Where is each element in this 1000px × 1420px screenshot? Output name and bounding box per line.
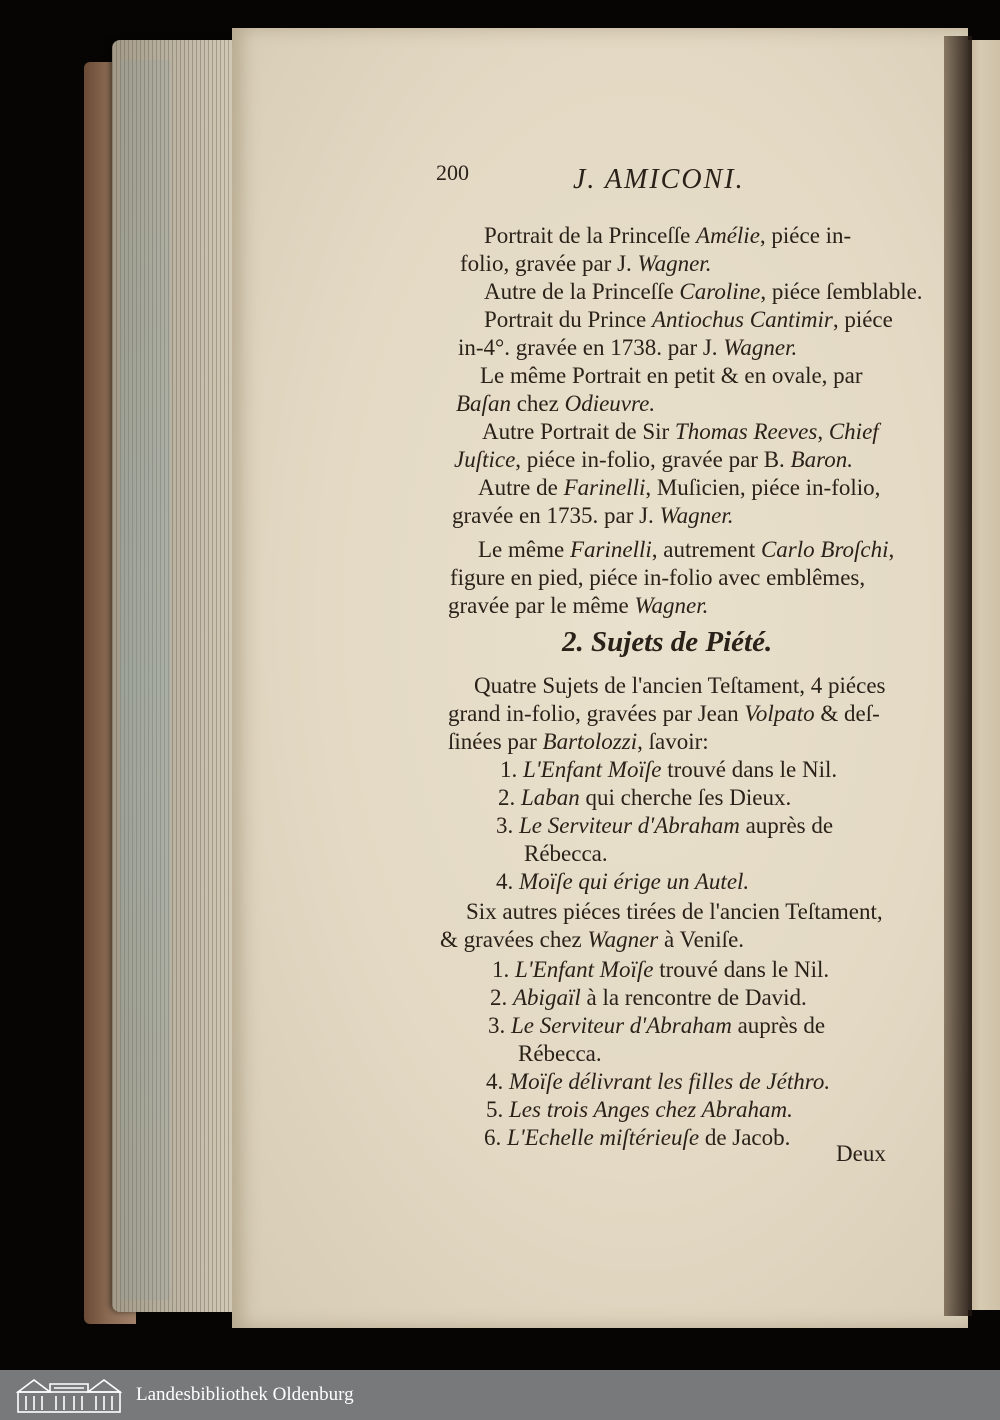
text-line xyxy=(484,308,893,331)
italic-run: Wagner. xyxy=(723,335,798,360)
text-line xyxy=(452,504,733,527)
text-run: gravée en 1735. par J. xyxy=(452,503,660,528)
italic-run: Wagner. xyxy=(634,593,709,618)
text-run: 1. xyxy=(492,957,515,982)
page-edge-tint xyxy=(120,60,170,1300)
text-line xyxy=(496,870,749,893)
footer-label[interactable]: Landesbibliothek Oldenburg xyxy=(136,1384,354,1405)
text-line xyxy=(498,786,791,809)
text-run: , xyxy=(817,419,829,444)
text-line xyxy=(484,224,851,247)
text-run: , autrement xyxy=(651,537,761,562)
running-head: J. AMICONI. xyxy=(573,164,745,195)
text-line xyxy=(480,364,863,387)
text-line xyxy=(448,594,708,617)
text-run: Rébecca. xyxy=(518,1041,602,1066)
text-run: Quatre Sujets de l'ancien Teſtament, 4 piéces xyxy=(474,673,886,698)
text-run: 4. xyxy=(496,869,519,894)
italic-run: L'Enfant Moïſe xyxy=(515,957,654,982)
text-line xyxy=(524,842,608,865)
text-run: , xyxy=(888,537,895,562)
text-line xyxy=(460,252,711,275)
text-run: , piéce xyxy=(832,307,893,332)
text-run: Le même xyxy=(478,537,570,562)
text-line xyxy=(440,928,744,951)
library-building-logo-icon xyxy=(14,1376,124,1414)
italic-run: Volpato xyxy=(744,701,815,726)
italic-run: Moïſe délivrant les filles de Jéthro. xyxy=(509,1069,831,1094)
text-line xyxy=(454,448,853,471)
italic-run: Chief xyxy=(828,419,879,444)
text-run: & gravées chez xyxy=(440,927,588,952)
text-line xyxy=(486,1070,830,1093)
gutter-shadow xyxy=(944,36,972,1316)
text-line xyxy=(448,730,709,753)
text-run: à la rencontre de David. xyxy=(580,985,807,1010)
text-run: de Jacob. xyxy=(699,1125,791,1150)
italic-run: Antiochus Cantimir xyxy=(652,307,833,332)
text-run: 3. xyxy=(488,1013,511,1038)
italic-run: Wagner xyxy=(587,927,659,952)
text-run: , piéce in-folio, gravée par B. xyxy=(515,447,791,472)
text-run: , piéce in- xyxy=(759,223,852,248)
italic-run: Odieuvre. xyxy=(564,391,656,416)
section-title: 2. Sujets de Piété. xyxy=(562,626,773,658)
italic-run: Farinelli xyxy=(569,537,652,562)
italic-run: Baſan xyxy=(456,391,511,416)
text-run: qui cherche ſes Dieux. xyxy=(579,785,792,810)
italic-run: Farinelli xyxy=(563,475,646,500)
italic-run: Carlo Broſchi xyxy=(760,537,889,562)
text-run: auprès de xyxy=(739,813,834,838)
text-line xyxy=(518,1042,602,1065)
italic-run: Le Serviteur d'Abraham xyxy=(519,813,740,838)
text-line xyxy=(478,538,894,561)
text-run: 1. xyxy=(500,757,523,782)
text-run: in-4°. gravée en 1738. par J. xyxy=(458,335,724,360)
text-run: 4. xyxy=(486,1069,509,1094)
italic-run: L'Echelle miſtérieuſe xyxy=(507,1125,700,1150)
text-line xyxy=(484,280,923,303)
italic-run: Baron. xyxy=(790,447,853,472)
catchword: Deux xyxy=(836,1141,886,1166)
text-run: Six autres piéces tirées de l'ancien Teſtament, xyxy=(466,899,883,924)
text-line xyxy=(482,420,879,443)
text-run: gravée par le même xyxy=(448,593,635,618)
italic-run: Abigaïl xyxy=(513,985,581,1010)
text-run: grand in-folio, gravées par Jean xyxy=(448,701,745,726)
italic-run: L'Enfant Moïſe xyxy=(523,757,662,782)
text-run: 2. xyxy=(498,785,521,810)
text-run: Portrait du Prince xyxy=(484,307,652,332)
text-line xyxy=(486,1098,793,1121)
text-run: , piéce ſemblable. xyxy=(760,279,923,304)
text-run: 3. xyxy=(496,813,519,838)
text-run: Autre de xyxy=(478,475,564,500)
italic-run: Caroline xyxy=(679,279,761,304)
text-line xyxy=(488,1014,825,1037)
italic-run: Amélie xyxy=(696,223,760,248)
text-line xyxy=(458,336,797,359)
text-run: Autre Portrait de Sir xyxy=(482,419,675,444)
text-line xyxy=(478,476,880,499)
text-run: Autre de la Princeſſe xyxy=(484,279,680,304)
italic-run: Bartolozzi xyxy=(542,729,638,754)
text-run: 5. xyxy=(486,1097,509,1122)
page-number: 200 xyxy=(436,160,469,185)
italic-run: Wagner. xyxy=(659,503,734,528)
text-run: & deſ- xyxy=(814,701,880,726)
text-run: , ſavoir: xyxy=(637,729,709,754)
text-line xyxy=(474,674,886,697)
text-run: 6. xyxy=(484,1125,507,1150)
italic-run: Les trois Anges chez Abraham. xyxy=(509,1097,793,1122)
text-run: Le même Portrait en petit & en ovale, par xyxy=(480,363,863,388)
text-run: Rébecca. xyxy=(524,841,608,866)
text-line xyxy=(492,958,829,981)
text-run: auprès de xyxy=(731,1013,826,1038)
text-line xyxy=(490,986,807,1009)
text-line xyxy=(448,702,880,725)
footer-bar xyxy=(0,1370,1000,1420)
text-line xyxy=(484,1126,790,1149)
text-run: , Muſicien, piéce in-folio, xyxy=(645,475,881,500)
text-run: à Veniſe. xyxy=(658,927,745,952)
text-line xyxy=(456,392,655,415)
text-run: chez xyxy=(510,391,565,416)
text-run: Portrait de la Princeſſe xyxy=(484,223,697,248)
text-line xyxy=(466,900,883,923)
text-line xyxy=(496,814,833,837)
italic-run: Thomas Reeves xyxy=(674,419,818,444)
text-run: trouvé dans le Nil. xyxy=(653,957,830,982)
italic-run: Juſtice xyxy=(454,447,516,472)
text-run: ſinées par xyxy=(448,729,543,754)
text-run: folio, gravée par J. xyxy=(460,251,638,276)
text-run: 2. xyxy=(490,985,513,1010)
text-run: figure en pied, piéce in-folio avec emblêmes, xyxy=(450,565,866,590)
italic-run: Wagner. xyxy=(637,251,712,276)
italic-run: Le Serviteur d'Abraham xyxy=(511,1013,732,1038)
text-run: trouvé dans le Nil. xyxy=(661,757,838,782)
text-line xyxy=(450,566,865,589)
text-line xyxy=(500,758,837,781)
italic-run: Laban xyxy=(521,785,580,810)
italic-run: Moïſe qui érige un Autel. xyxy=(519,869,750,894)
